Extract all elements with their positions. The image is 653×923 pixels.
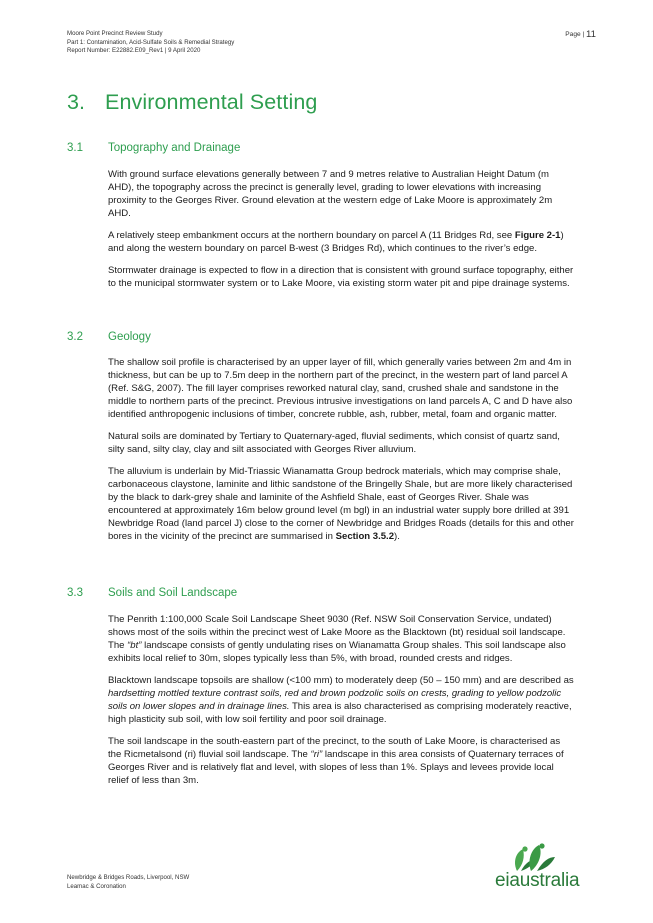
header-part-title: Part 1: Contamination, Acid-Sulfate Soils & Remedial Strategy — [67, 38, 235, 46]
paragraph-text: The alluvium is underlain by Mid-Triassic Wianamatta Group bedrock materials, which may comprise shale, carbonaceous claystone, laminite and lithic sandstone of the Bringelly Shale, but are more likely characterised by the black to dark-grey shale and laminite of the Ashfield Shale, east of Georges River. Shale was encountered at approximately 16m below ground level (m bgl) in an industrial water supply bore drilled at 391 Newbridge Road (land parcel J) close to the corner of Newbridge and Bridges Roads (details for this and other bores in the vicinity of the precinct are summarised in — [108, 465, 574, 543]
paragraph-text: This area is also characterised as comprising moderately reactive, high plasticity sub soil, with low soil fertility and poor soil drainage. — [108, 701, 572, 726]
paragraph: Stormwater drainage is expected to flow in a direction that is consistent with ground surface topography, either to the municipal stormwater system or to Lake Moore, via existing storm water pit and pipe drainage systems. — [108, 264, 574, 289]
paragraph-emphasis: “ri” — [310, 748, 323, 760]
paragraph: With ground surface elevations generally between 7 and 9 metres relative to Australian Height Datum (m AHD), the topography across the precinct is generally level, grading to lower elevations with increasing proximity to the Georges River. Ground elevation at the western edge of Lake Moore is approximately 2m AHD. — [108, 169, 553, 220]
subsection-number: 3.3 — [67, 587, 83, 599]
paragraph — [108, 465, 576, 544]
company-logo — [495, 843, 595, 895]
leaf-figures-icon — [511, 843, 557, 873]
section-title: Environmental Setting — [105, 90, 318, 114]
paragraph — [108, 735, 576, 787]
paragraph-text: A relatively steep embankment occurs at the northern boundary on parcel A (11 Bridges Rd, see — [108, 229, 515, 241]
subsection-body-3-1 — [108, 168, 576, 290]
paragraph — [108, 229, 576, 255]
section-heading — [67, 90, 317, 115]
logo-wordmark: eiaustralia — [495, 870, 580, 891]
paragraph-text: ) and along the western boundary on parcel B-west (3 Bridges Rd), which continues to the river’s edge. — [108, 229, 564, 254]
subsection-title: Soils and Soil Landscape — [108, 587, 238, 599]
paragraph-text: landscape in this area consists of Quaternary terraces of Georges River and is relatively flat and level, with slopes of less than 1%. Splays and levees provide local relief of less than 3m. — [108, 748, 564, 787]
subsection-heading-3-1 — [67, 142, 240, 154]
footer-site-address: Newbridge & Bridges Roads, Liverpool, NSW — [67, 874, 190, 881]
section-reference-link[interactable]: Section 3.5.2 — [335, 531, 395, 543]
section-number: 3. — [67, 90, 86, 114]
running-footer — [67, 874, 189, 891]
subsection-body-3-2 — [108, 356, 576, 543]
paragraph-emphasis: hardsetting mottled texture contrast soils, red and brown podzolic soils on crests, grading to yellow podzolic soils on lower slopes and in drainage lines. — [108, 687, 562, 713]
paragraph-text: The Penrith 1:100,000 Scale Soil Landscape Sheet 9030 (Ref. NSW Soil Conservation Service, undated) shows most of the soils within the precinct west of Lake Moore as the Blacktown (bt) residual soil landscape. The — [108, 614, 566, 652]
subsection-body-3-3 — [108, 613, 576, 787]
paragraph-text: The soil landscape in the south-eastern part of the precinct, to the south of Lake Moore, is characterised as the Ricmetalsond (ri) fluvial soil landscape. The — [108, 735, 561, 760]
subsection-number: 3.2 — [67, 331, 83, 343]
paragraph-emphasis: “bt” — [127, 640, 142, 652]
paragraph-text: ). — [394, 531, 400, 543]
running-header — [67, 30, 234, 56]
paragraph — [108, 674, 576, 726]
page-number — [565, 29, 596, 40]
paragraph-text: landscape consists of gently undulating rises on Wianamatta Group shales. This soil landscape also exhibits local relief to 30m, slopes typically less than 5%, with broad, rounded crests and ridges. — [108, 640, 566, 665]
paragraph — [108, 613, 576, 665]
subsection-title: Geology — [108, 331, 151, 343]
subsection-title: Topography and Drainage — [108, 142, 241, 154]
subsection-heading-3-3 — [67, 587, 237, 599]
paragraph-text: Blacktown landscape topsoils are shallow (<100 mm) to moderately deep (50 – 150 mm) and are described as — [108, 674, 574, 686]
paragraph: The shallow soil profile is characterised by an upper layer of fill, which generally varies between 2m and 4m in thickness, but can be up to 7.5m deep in the northern part of the precinct, in the western part of land parcel A (Ref. S&G, 2007). The fill layer comprises reworked natural clay, sand, crushed shale and sandstone in the middle to northern parts of the precinct. Previous intrusive investigations on land parcels A, C and D have also identified anthropogenic inclusions of timber, concrete rubble, ash, rubber, metal, foam and organic matter. — [108, 357, 573, 421]
footer-client-names: Leamac & Coronation — [67, 882, 126, 890]
paragraph: Natural soils are dominated by Tertiary to Quaternary-aged, fluvial sediments, which consist of quartz sand, silty sand, silty clay, clay and silt associated with Georges River alluvium. — [108, 430, 560, 456]
header-report-number: Report Number: E22882.E09_Rev1 | 9 April 2020 — [67, 47, 201, 55]
figure-reference-link[interactable]: Figure 2-1 — [514, 229, 561, 241]
page-label: Page | — [565, 31, 587, 38]
subsection-heading-3-2 — [67, 331, 151, 343]
subsection-number: 3.1 — [67, 142, 83, 154]
page-number-value: 11 — [586, 29, 596, 40]
header-study-title: Moore Point Precinct Review Study — [67, 30, 163, 37]
